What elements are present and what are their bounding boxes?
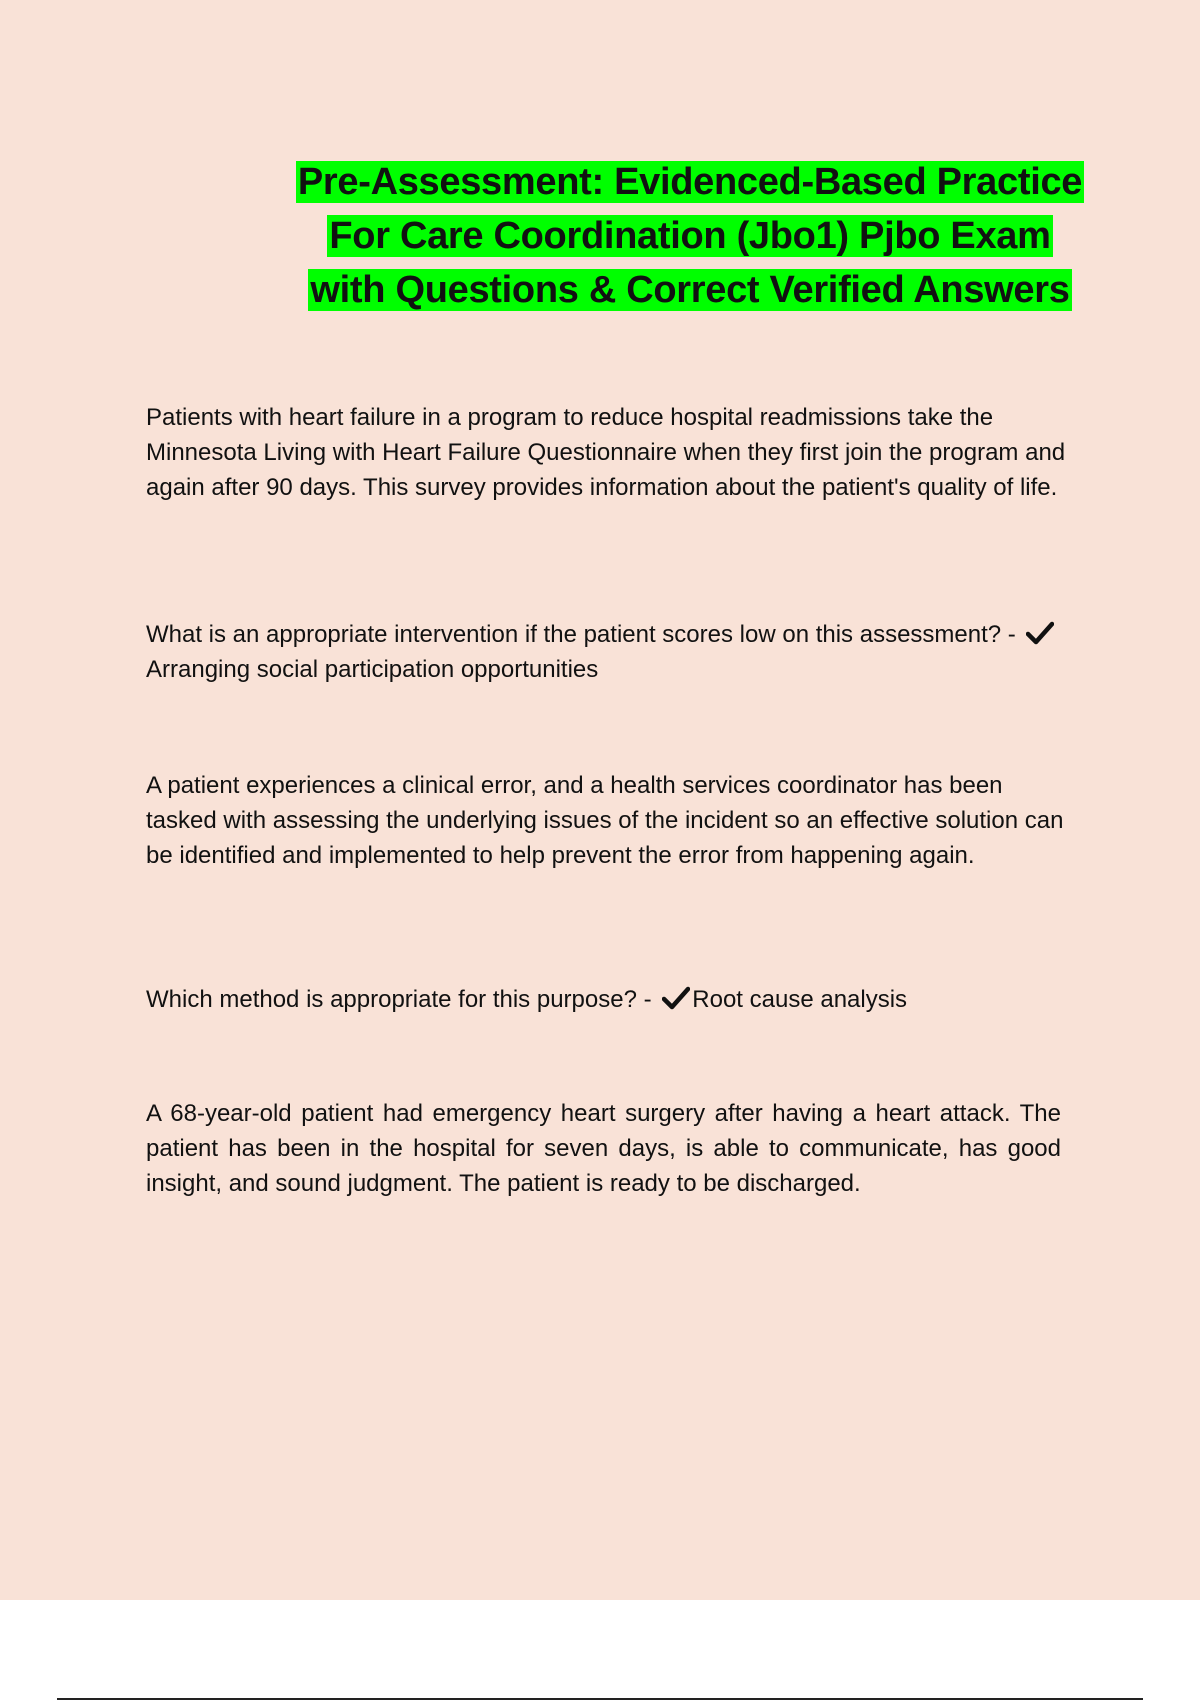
question-2-answer: Root cause analysis	[692, 986, 908, 1013]
checkmark-icon	[1026, 621, 1054, 645]
question-2-text: Which method is appropriate for this purpose? -	[146, 986, 652, 1013]
question-1-text: What is an appropriate intervention if the patient scores low on this assessment? -	[146, 621, 1016, 648]
question-1-stem: Patients with heart failure in a program to reduce hospital readmissions take the Minnesota Living with Heart Failure Questionnaire when they first join the program and again after 90 days. This survey provides information about the patient's quality of life.	[146, 404, 1066, 501]
question-2-stem: A patient experiences a clinical error, and a health services coordinator has been tasked with assessing the underlying issues of the incident so an effective solution can be identified and implemented to help prevent the error from happening again.	[146, 772, 1064, 869]
title-line-3: with Questions & Correct Verified Answers	[310, 269, 1070, 311]
checkmark-icon	[662, 986, 690, 1010]
document-title	[290, 155, 1090, 317]
question-1-prompt	[146, 617, 1076, 687]
question-3-stem: A 68-year-old patient had emergency heart surgery after having a heart attack. The patient has been in the hospital for seven days, is able to communicate, has good insight, and sound judgment. The patient is ready to be discharged.	[146, 1100, 1061, 1197]
question-1-answer: Arranging social participation opportunities	[146, 656, 599, 683]
question-2-prompt	[146, 982, 1076, 1017]
title-line-2: For Care Coordination (Jbo1) Pjbo Exam	[329, 215, 1051, 257]
title-line-1: Pre-Assessment: Evidenced-Based Practice	[297, 161, 1083, 203]
